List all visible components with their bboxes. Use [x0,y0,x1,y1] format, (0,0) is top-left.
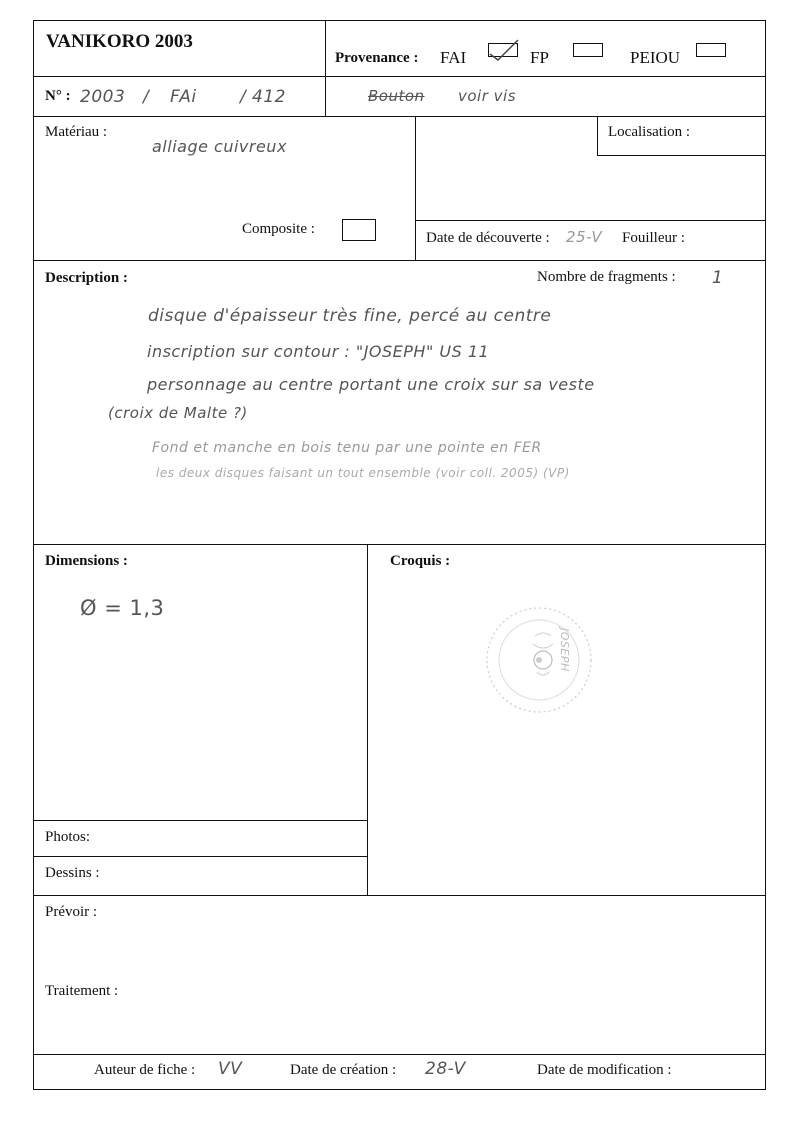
description-note-1: Fond et manche en bois tenu par une pointe en FER [152,440,542,456]
form-title: VANIKORO 2003 [46,31,193,52]
peiou-checkbox[interactable] [696,43,726,57]
materiau-value: alliage cuivreux [152,137,287,156]
description-label: Description : [45,270,128,286]
numero-number: 412 [252,87,286,107]
fp-label: FP [530,48,549,67]
numero-sep-1: / [143,87,150,107]
numero-site: FAi [170,87,197,107]
auteur-value: VV [218,1059,243,1079]
description-line-2: inscription sur contour : "JOSEPH" US 11 [147,342,490,361]
localisation-label: Localisation : [608,124,691,140]
composite-label: Composite : [242,221,315,237]
croquis-disc-sketch [475,598,605,728]
dessins-label: Dessins : [45,865,100,881]
croquis-label: Croquis : [390,553,451,569]
fragments-label: Nombre de fragments : [537,269,676,285]
description-note-2: les deux disques faisant un tout ensemble (voir coll. 2005) (VP) [156,466,570,480]
modification-label: Date de modification : [537,1062,672,1078]
prevoir-cell [33,895,766,1055]
creation-value: 28-V [425,1059,466,1079]
composite-checkbox[interactable] [342,219,376,241]
decouverte-date-label: Date de découverte : [426,230,550,246]
numero-label: N° : [45,88,71,104]
dimensions-label: Dimensions : [45,553,128,569]
decouverte-date-value: 25-V [566,228,603,246]
materiau-label: Matériau : [45,124,108,140]
description-line-4: (croix de Malte ?) [108,404,248,422]
fai-label: FAI [440,48,467,67]
creation-label: Date de création : [290,1062,397,1078]
numero-year: 2003 [80,87,126,107]
traitement-label: Traitement : [45,983,119,999]
description-line-3: personnage au centre portant une croix sur sa veste [147,375,595,394]
photos-label: Photos: [45,829,91,845]
provenance-label: Provenance : [335,50,419,66]
auteur-label: Auteur de fiche : [94,1062,196,1078]
numero-sep-2: / [240,87,247,107]
fai-check-mark-icon [484,36,524,62]
fp-checkbox[interactable] [573,43,603,57]
croquis-sketch-text: JOSEPH [558,628,571,672]
dimensions-value: Ø = 1,3 [80,596,165,620]
description-cell [33,260,766,545]
description-line-1: disque d'épaisseur très fine, percé au centre [148,306,552,326]
fouilleur-label: Fouilleur : [622,230,685,246]
designation-struck: Bouton [368,87,425,105]
prevoir-label: Prévoir : [45,904,98,920]
fragments-value: 1 [712,268,724,288]
dimensions-cell [33,544,368,821]
designation-value: voir vis [458,87,517,105]
peiou-label: PEIOU [630,48,681,67]
